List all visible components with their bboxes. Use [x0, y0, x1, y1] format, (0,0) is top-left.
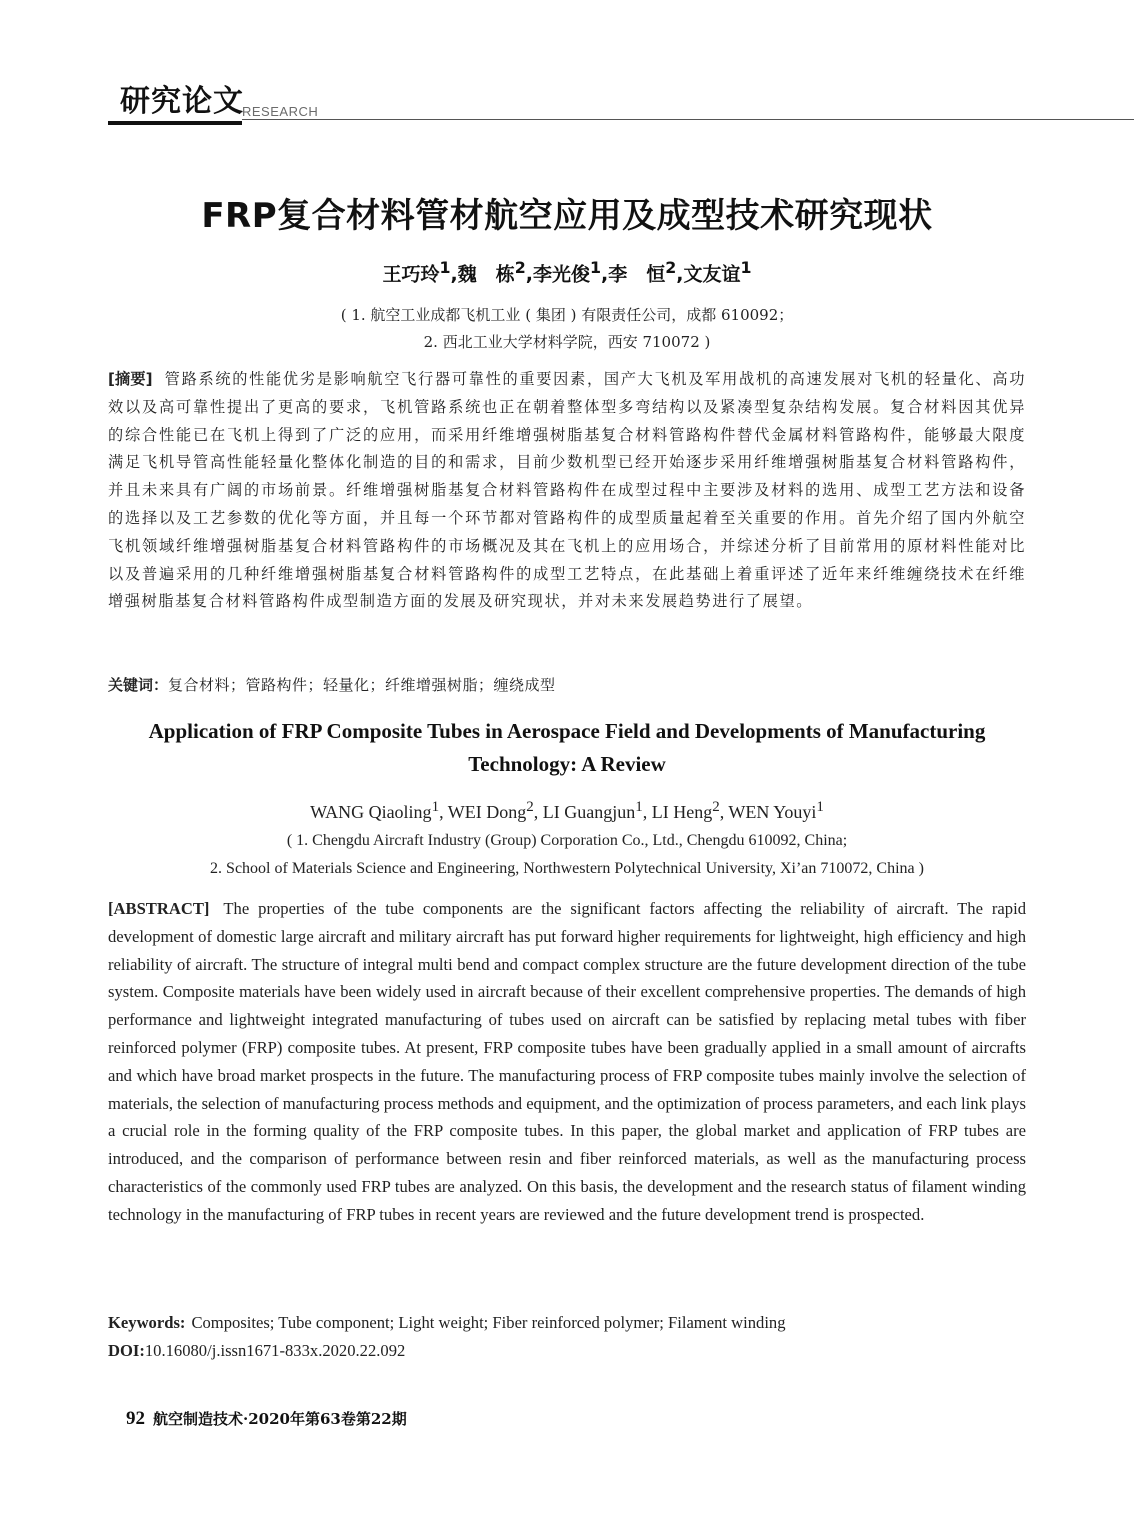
affiliation-cn-1: ( 1. 航空工业成都飞机工业 ( 集团 ) 有限责任公司，成都 610092；: [340, 306, 794, 324]
keywords-en-text: Composites; Tube component; Light weight; Fiber reinforced polymer; Filament winding: [191, 1313, 786, 1332]
author-affiliation-mark: 1: [590, 258, 602, 277]
abstract-cn-text: 管路系统的性能优劣是影响航空飞行器可靠性的重要因素，国产大飞机及军用战机的高速发展对飞机的轻量化、高功效以及高可靠性提出了更高的要求，飞机管路系统也正在朝着整体型多弯结构以及紧凑型复杂结构发展。复合材料因其优异的综合性能已在飞机上得到了广泛的应用，而采用纤维增强树脂基复合材料管路构件替代金属材料管路构件，能够最大限度满足飞机导管高性能轻量化整体化制造的目的和需求，目前少数机型已经开始逐步采用纤维增强树脂基复合材料管路构件，并且未来具有广阔的市场前景。纤维增强树脂基复合材料管路构件在成型过程中主要涉及材料的选用、成型工艺方法和设备的选择以及工艺参数的优化等方面，并且每一个环节都对管路构件的成型质量起着至关重要的作用。首先介绍了国内外航空飞机领域纤维增强树脂基复合材料管路构件的市场概况及其在飞机上的应用场合，并综述分析了目前常用的原材料性能对比以及普遍采用的几种纤维增强树脂基复合材料管路构件的成型工艺特点，在此基础上着重评述了近年来纤维缠绕技术在纤维增强树脂基复合材料管路构件成型制造方面的发展及研究现状，并对未来发展趋势进行了展望。: [108, 370, 1026, 611]
author-name: LI Heng: [651, 802, 713, 822]
paper-title-cn: FRP复合材料管材航空应用及成型技术研究现状: [201, 196, 933, 236]
author-affiliation-mark: 1: [740, 258, 752, 277]
author-list-en: WANG Qiaoling$^1$, WEI Dong$^2$, LI Guangjun$^1$, LI Heng$^2$, WEN Youyi$^1$: [310, 799, 824, 822]
author-affiliation-mark: 2: [712, 799, 720, 815]
abstract-en-text: The properties of the tube components are the significant factors affecting the reliability of aircraft. The rapid development of domestic large aircraft and military aircraft has put forward higher requirements for lightweight, high efficiency and high reliability of aircraft. The structure of integral multi bend and compact complex structure are the future development direction of the tube system. Composite materials have been widely used in aircraft because of their excellent comprehensive properties. The demands of high performance and lightweight integrated manufacturing of tubes used on aircraft can be satisfied by replacing metal tubes with fiber reinforced polymer (FRP) composite tubes. At present, FRP composite tubes have been gradually applied in a small amount of aircrafts and which have broad market prospects in the future. The manufacturing process of FRP composite tubes mainly involve the selection of materials, the selection of manufacturing process methods and equipment, and the optimization of process parameters, and each link plays a crucial role in the forming quality of the FRP composite tubes. In this paper, the global market and application of FRP tubes are introduced, and the comparison of performance between resin and fiber reinforced materials, as well as the manufacturing process characteristics of the commonly used FRP tubes are analyzed. On this basis, the development and the research status of filament winding technology in the manufacturing of FRP tubes in recent years are reviewed and the future development trend is prospected.: [108, 899, 1026, 1224]
abstract-cn: [108, 366, 1026, 616]
author-name: LI Guangjun: [542, 802, 636, 822]
affiliation-cn-2: 2. 西北工业大学材料学院，西安 710072 ): [423, 333, 711, 351]
section-label-en: RESEARCH: [242, 104, 319, 119]
author-affiliation-mark: 1: [635, 799, 643, 815]
doi-label: DOI:: [108, 1341, 145, 1360]
abstract-en-label: [ABSTRACT]: [108, 899, 210, 918]
author-name: 文友谊: [683, 263, 741, 286]
page-footer: [126, 1408, 407, 1430]
author-affiliation-mark: 1: [816, 799, 824, 815]
author-affiliation-mark: 1: [431, 799, 440, 815]
author-name: 魏 栋: [457, 263, 515, 286]
page-number: 92: [126, 1408, 145, 1429]
abstract-cn-label: [摘要]: [108, 370, 153, 388]
author-name: WEN Youyi: [728, 802, 817, 822]
author-name: 李光俊: [532, 263, 590, 286]
author-name: 王巧玲: [382, 263, 440, 286]
keywords-cn: [108, 674, 1026, 695]
keywords-en: [108, 1313, 1026, 1333]
keywords-cn-text: 复合材料；管路构件；轻量化；纤维增强树脂；缠绕成型: [168, 676, 556, 694]
running-header: [108, 82, 1134, 126]
author-affiliation-mark: 2: [665, 258, 677, 277]
section-label-cn: 研究论文: [120, 84, 244, 119]
author-affiliation-mark: 2: [526, 799, 534, 815]
author-name: WEI Dong: [447, 802, 527, 822]
abstract-en: [108, 895, 1026, 1229]
header-rule-thick: [108, 121, 242, 125]
author-affiliation-mark: 2: [514, 258, 526, 277]
affiliation-en-1: ( 1. Chengdu Aircraft Industry (Group) Corporation Co., Ltd., Chengdu 610092, China;: [286, 832, 848, 849]
author-affiliation-mark: 1: [439, 258, 451, 277]
header-rule-thin: [242, 119, 1134, 120]
affiliation-en-2: 2. School of Materials Science and Engineering, Northwestern Polytechnical University, Xi’an 710072, China ): [210, 860, 924, 877]
paper-title-en: Application of FRP Composite Tubes in Aerospace Field and Developments of Manufacturing Technology: A Review: [148, 719, 986, 776]
author-name: WANG Qiaoling: [310, 802, 432, 822]
author-list-cn: 王巧玲$^1$,魏 栋$^2$,李光俊$^1$,李 恒$^2$,文友谊$^1$: [382, 258, 752, 286]
keywords-en-label: Keywords:: [108, 1313, 186, 1332]
author-name: 李 恒: [608, 263, 666, 286]
keywords-cn-label: 关键词：: [108, 676, 169, 694]
doi: [108, 1341, 1026, 1361]
journal-citation: 航空制造技术·2020年第63卷第22期: [153, 1410, 407, 1428]
doi-value: 10.16080/j.issn1671-833x.2020.22.092: [144, 1341, 406, 1360]
